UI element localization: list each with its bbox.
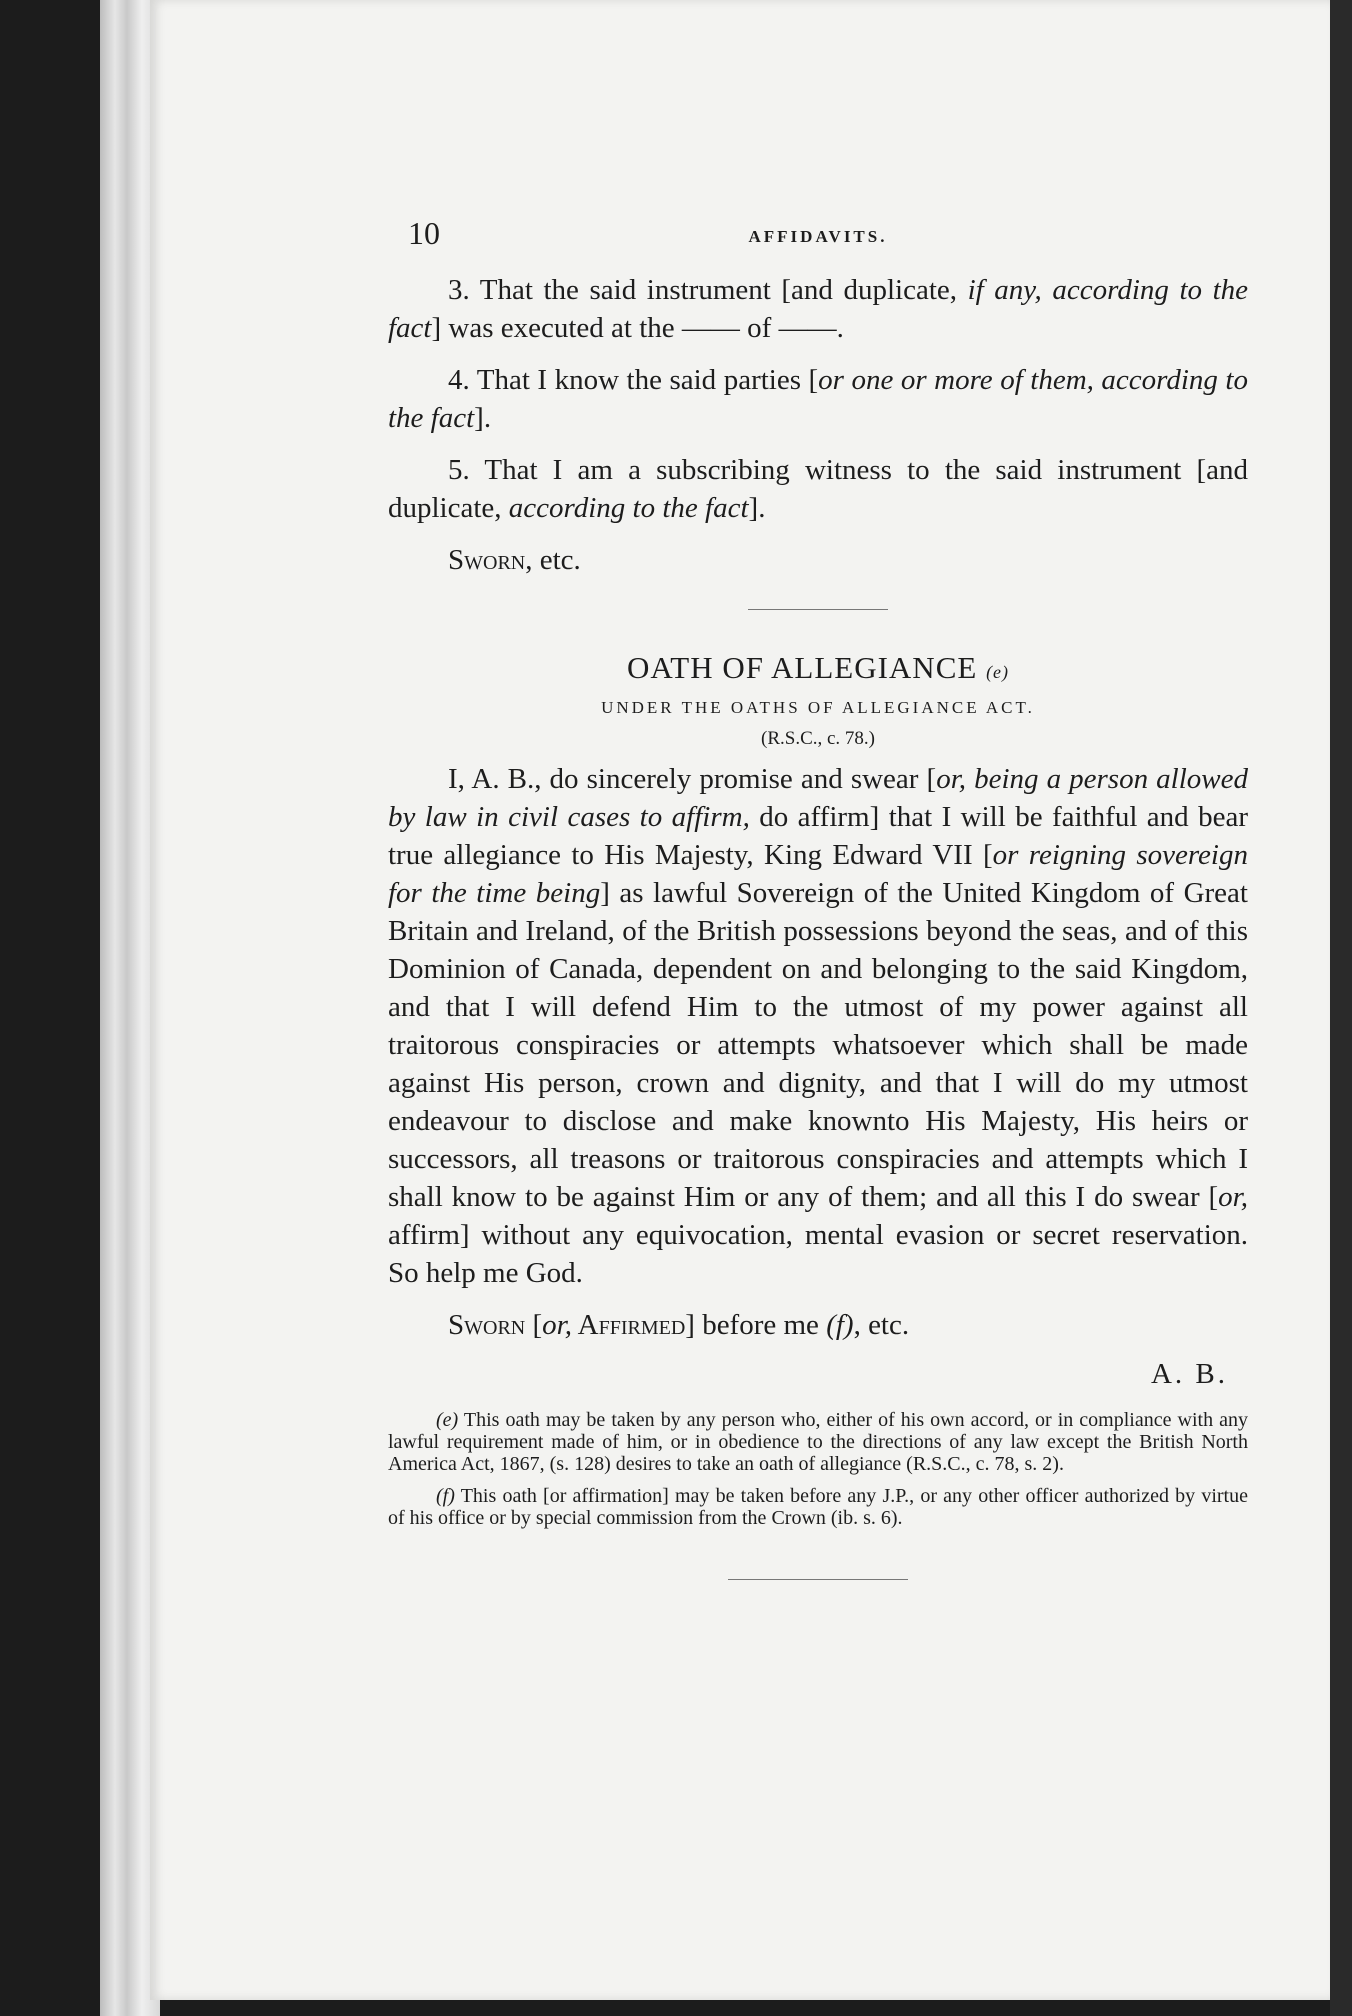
- footnote-f: [388, 1485, 1248, 1529]
- paragraph-3: [388, 271, 1248, 347]
- oath-body-text-2: or, being a person allowed by law in civil cases to affirm,: [388, 763, 1248, 833]
- oath-body: [388, 760, 1248, 1292]
- paragraph-5: [388, 451, 1248, 527]
- sworn-line: [448, 541, 1248, 579]
- oath-body-text-6: or,: [1218, 1181, 1248, 1213]
- running-head: AFFIDAVITS.: [748, 227, 888, 246]
- oath-body-text-7: affirm] without any equivocation, mental evasion or secret reservation. So help me God.: [388, 1219, 1248, 1289]
- paragraph-5-text-3: ].: [748, 492, 766, 524]
- footnote-e: [388, 1409, 1248, 1475]
- section-title-text: OATH OF ALLEGIANCE: [626, 650, 978, 685]
- oath-body-text-1: I, A. B., do sincerely promise and swear [: [448, 763, 937, 795]
- section-title-footnote-ref: (e): [986, 662, 1010, 682]
- oath-body-text-5: ] as lawful Sovereign of the United Kingdom of Great Britain and Ireland, of the British possessions beyond the seas, and of this Dominion of Canada, dependent on and belonging to the said Kingdom, and that I will defend Him to the utmost of my power against all traitorous conspiracies or attempts whatsoever which shall be made against His person, crown and dignity, and that I will do my utmost endeavour to disclose and make knownto His Majesty, His heirs or successors, all treasons or traitorous conspiracies and attempts which I shall know to be against Him or any of them; and all this I do swear [: [388, 877, 1248, 1213]
- oath-sworn-rest: ] before me: [685, 1309, 827, 1341]
- oath-body-text-4: or reigning sovereign for the time being: [388, 839, 1248, 909]
- signature: A. B.: [1150, 1358, 1228, 1390]
- section-subtitle: UNDER THE OATHS OF ALLEGIANCE ACT.: [601, 698, 1035, 717]
- oath-sworn-footnote-ref: (f): [826, 1309, 854, 1341]
- paragraph-4-text-3: ].: [474, 402, 492, 434]
- oath-sworn-bracket: [: [525, 1309, 543, 1341]
- paragraph-4-text-2: or one or more of them, according to the fact: [388, 364, 1248, 434]
- footnote-f-text: This oath [or affirmation] may be taken before any J.P., or any other officer authorized by virtue of his office or by special commission from the Crown (ib. s. 6).: [388, 1485, 1248, 1529]
- section-citation: (R.S.C., c. 78.): [761, 728, 875, 749]
- sworn-word: Sworn: [448, 544, 526, 576]
- paragraph-5-text-2: according to the fact: [508, 492, 749, 524]
- paragraph-4: [388, 361, 1248, 437]
- oath-sworn-or: or,: [542, 1309, 572, 1341]
- oath-sworn-line: [448, 1306, 1248, 1344]
- end-divider: [728, 1579, 908, 1580]
- paragraph-3-text-1: 3. That the said instrument [and duplicate,: [448, 274, 968, 306]
- oath-sworn-word: Sworn: [448, 1309, 526, 1341]
- paragraph-3-text-2: if any, according to the fact: [388, 274, 1248, 344]
- oath-affirmed-word: Affirmed: [571, 1309, 686, 1341]
- footnote-e-text: This oath may be taken by any person who, either of his own accord, or in compliance with any lawful requirement made of him, or in obedience to the directions of any law except the British North America Act, 1867, (s. 128) desires to take an oath of allegiance (R.S.C., c. 78, s. 2).: [388, 1409, 1248, 1475]
- page-content: [388, 215, 1248, 1580]
- page-header: [388, 215, 1248, 271]
- section-divider: [748, 609, 888, 610]
- section-title: [388, 650, 1248, 686]
- oath-sworn-end: , etc.: [853, 1309, 910, 1341]
- paragraph-5-text-1: 5. That I am a subscribing witness to the said instrument [and duplicate,: [388, 454, 1248, 524]
- paragraph-3-text-3: ] was executed at the —— of ——.: [431, 312, 844, 344]
- page-right-edge: [1330, 0, 1352, 2016]
- sworn-rest: , etc.: [525, 544, 581, 576]
- paragraph-4-text-1: 4. That I know the said parties [: [448, 364, 819, 396]
- oath-body-text-3: do affirm] that I will be faithful and bear true allegiance to His Majesty, King Edward VII [: [388, 801, 1249, 871]
- footnote-f-marker: (f): [436, 1485, 455, 1507]
- page-number: 10: [408, 215, 440, 251]
- footnote-e-marker: (e): [436, 1409, 459, 1431]
